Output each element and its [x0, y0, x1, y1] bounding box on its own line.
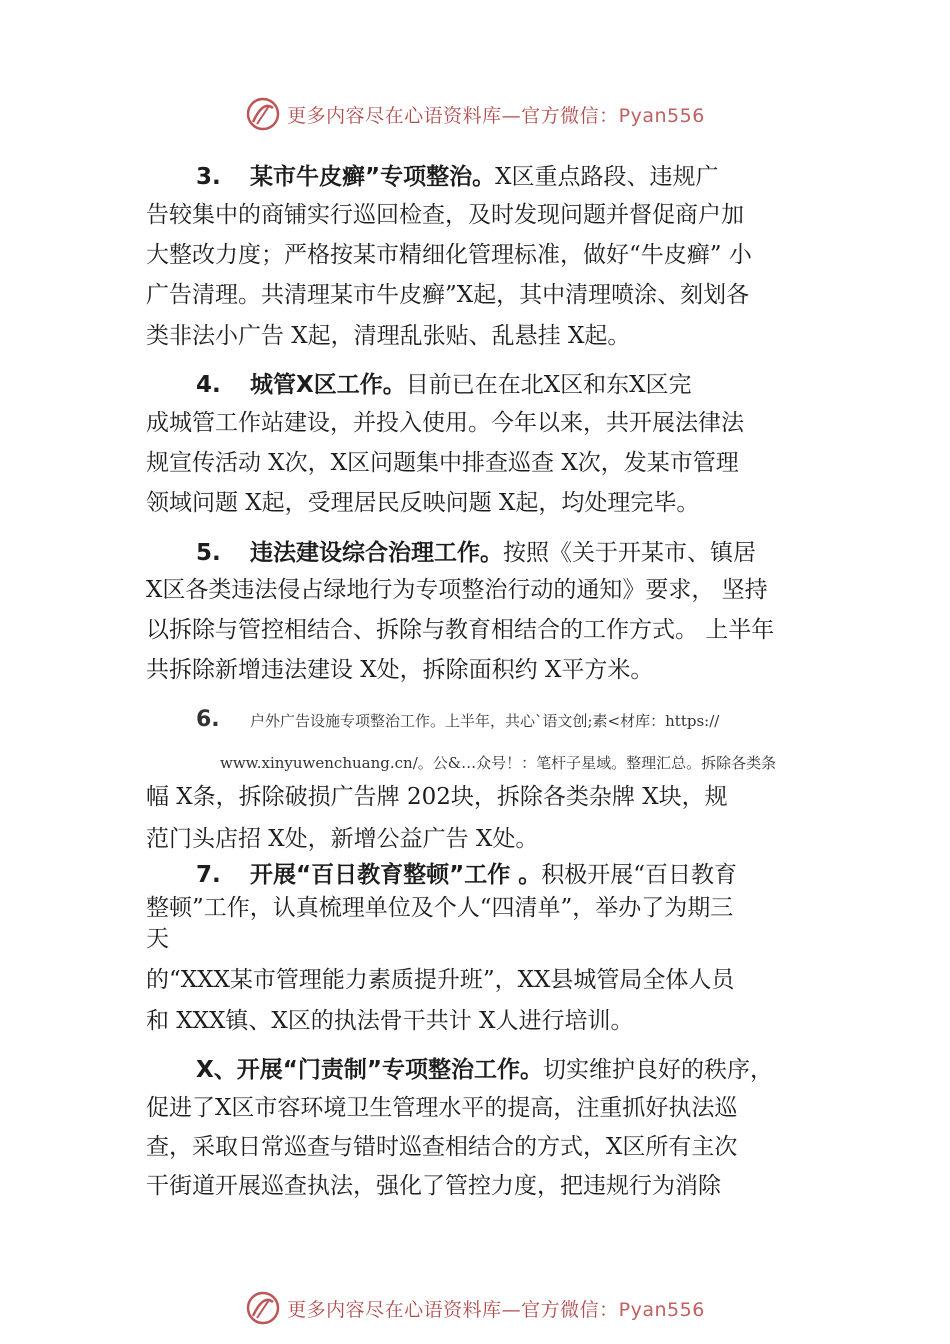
paragraph-line: 整顿”工作，认真梳理单位及个人“四清单”，举办了为期三 — [146, 895, 734, 921]
paragraph-line: 查，采取日常巡查与错时巡查相结合的方式，X区所有主次 — [146, 1134, 738, 1160]
section-8-heading: X、开展“门责制”专项整治工作。切实维护良好的秩序， — [196, 1057, 773, 1083]
paragraph-line: 和 XXX镇、X区的执法骨干共计 X人进行培训。 — [146, 1008, 634, 1034]
paragraph-line: 天 — [146, 926, 169, 952]
brand-logo-icon — [245, 1290, 281, 1326]
header-watermark-banner — [0, 94, 950, 134]
section-3-heading: 3. 某市牛皮癣”专项整治。X区重点路段、违规广 — [196, 164, 719, 190]
section-4-heading: 4. 城管X区工作。目前已在在北X区和东X区完 — [196, 372, 692, 398]
paragraph-line: 干街道开展巡查执法，强化了管控力度，把违规行为消除 — [146, 1173, 721, 1199]
paragraph-line-url: www.xinyuwenchuang.cn/。公&…众号！：笔杆子星域。整理汇总。拆除各类条 — [220, 754, 777, 772]
paragraph-line: X区各类违法侵占绿地行为专项整治行动的通知》要求， 坚持 — [146, 577, 768, 603]
paragraph-line: 领域问题 X起，受理居民反映问题 X起，均处理完毕。 — [146, 490, 700, 516]
paragraph-line: 规宣传活动 X次，X区问题集中排查巡查 X次，发某市管理 — [146, 450, 739, 476]
section-6-heading: 6. 户外广告设施专项整治工作。上半年，共心`语文创;素<材库：https:// — [196, 707, 720, 732]
banner-handle: Pyan556 — [618, 104, 705, 127]
paragraph-line: 范门头店招 X处，新增公益广告 X处。 — [146, 826, 539, 852]
paragraph-line: 类非法小广告 X起，清理乱张贴、乱悬挂 X起。 — [146, 323, 631, 349]
paragraph-line: 成城管工作站建设，并投入使用。今年以来，共开展法律法 — [146, 410, 744, 436]
brand-logo-icon — [245, 96, 281, 132]
banner-label: 更多内容尽在心语资料库—官方微信：Pyan556 — [287, 1298, 705, 1321]
paragraph-line: 的“XXX某市管理能力素质提升班”，XX县城管局全体人员 — [146, 967, 735, 993]
paragraph-line: 大整改力度；严格按某市精细化管理标准，做好“牛皮癣” 小 — [146, 242, 752, 268]
section-5-heading: 5. 违法建设综合治理工作。按照《关于开某市、镇居 — [196, 540, 756, 566]
paragraph-line: 广告清理。共清理某市牛皮癣”X起，其中清理喷涂、刻划各 — [146, 282, 750, 308]
paragraph-line: 共拆除新增违法建设 X处，拆除面积约 X平方米。 — [146, 657, 654, 683]
banner-label: 更多内容尽在心语资料库—官方微信：Pyan556 — [287, 104, 705, 127]
paragraph-line: 告较集中的商铺实行巡回检查，及时发现问题并督促商户加 — [146, 202, 744, 228]
paragraph-line: 促进了X区市容环境卫生管理水平的提高，注重抓好执法巡 — [146, 1095, 738, 1121]
footer-watermark-banner — [0, 1288, 950, 1328]
paragraph-line: 幅 X条，拆除破损广告牌 202块，拆除各类杂牌 X块，规 — [146, 784, 728, 810]
banner-handle: Pyan556 — [618, 1298, 705, 1321]
paragraph-line: 以拆除与管控相结合、拆除与教育相结合的工作方式。 上半年 — [146, 617, 775, 643]
section-7-heading: 7. 开展“百日教育整顿”工作 。积极开展“百日教育 — [196, 862, 738, 888]
